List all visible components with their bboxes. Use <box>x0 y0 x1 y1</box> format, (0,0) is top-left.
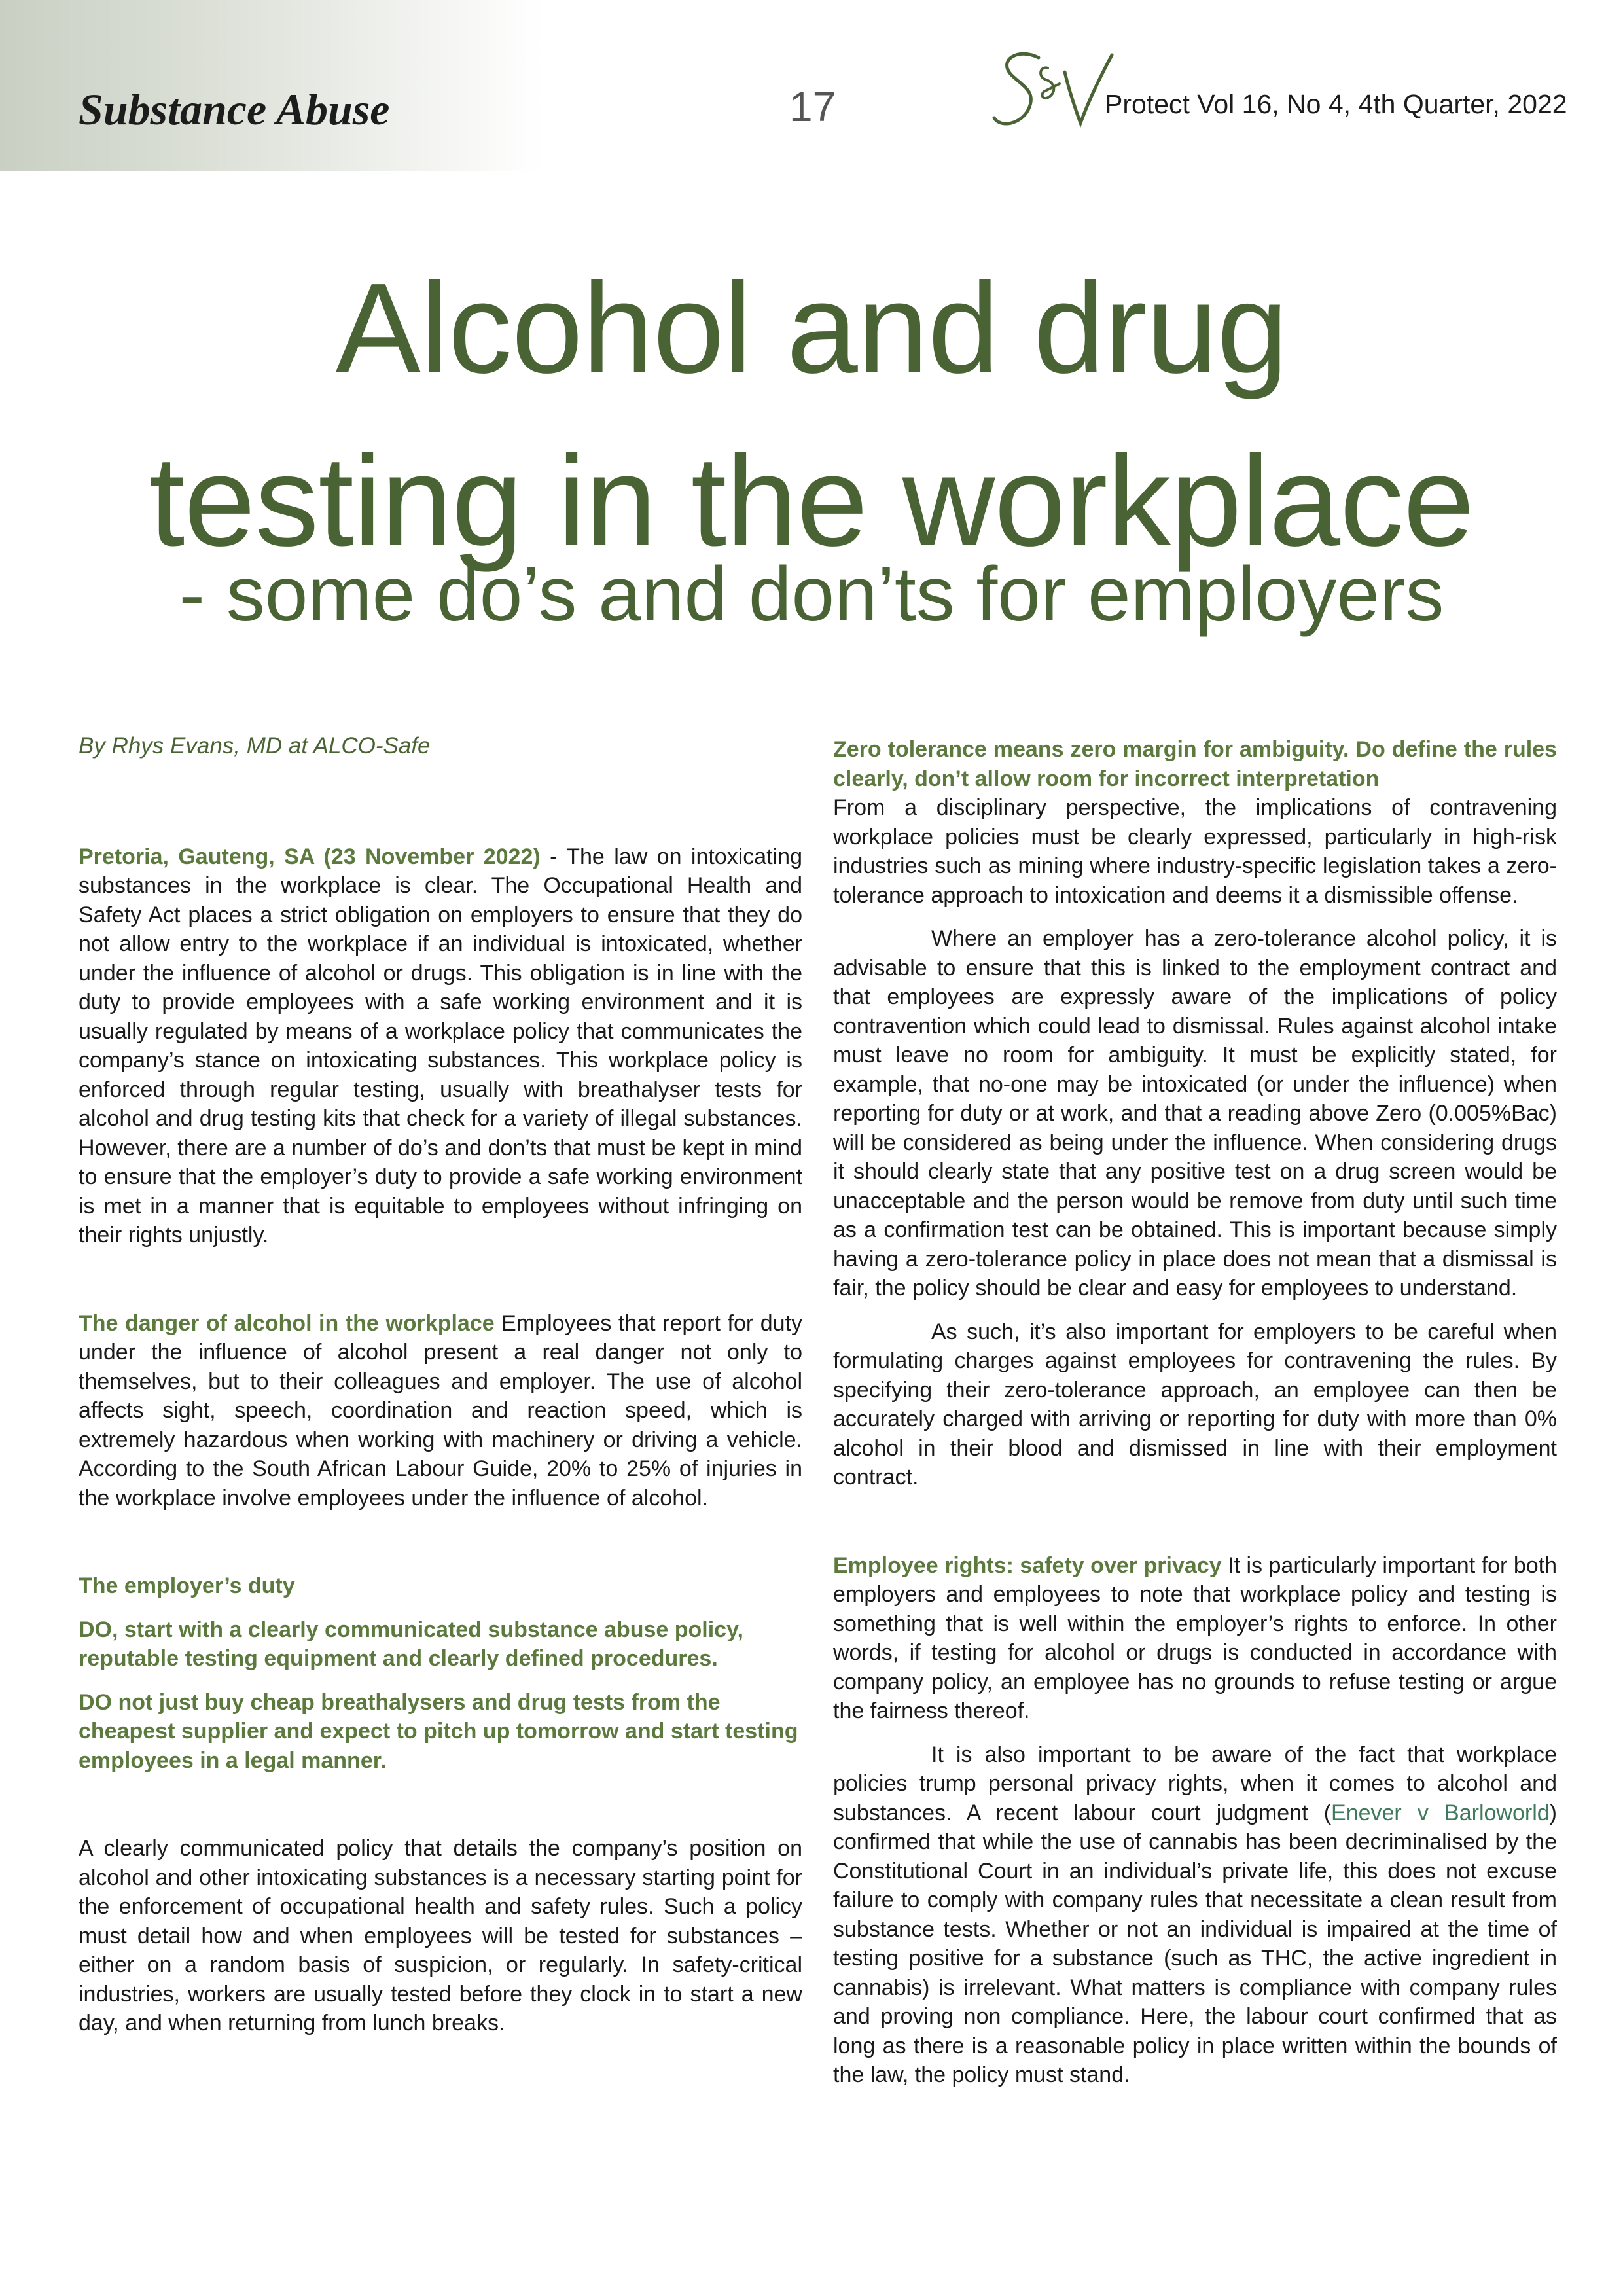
privacy-text-after: ) confirmed that while the use of cannabis has been decriminalised by the Constitutional Court in an individual’s private life, this does not excuse failure to comply with company rules that necessitate a clean result from substance tests. Whether or not an individual is impaired at the time of testing positive for a substance (such as THC, the active ingredient in cannabis) is irrelevant. What matters is compliance with company rules and proving non compliance. Here, the labour court confirmed that as long as there is a reasonable policy in place written within the bounds of the law, the policy must stand. <box>833 1800 1557 2087</box>
danger-body: Employees that report for duty under the influence of alcohol present a real danger not only to themselves, but to their colleagues and employer. The use of alcohol affects sight, speech, coordination and reaction speed, which is extremely hazardous when working with machinery or driving a vehicle. According to the South African Labour Guide, 20% to 25% of injuries in the workplace involve employees under the influence of alcohol. <box>79 1310 802 1511</box>
title-line-2: testing in the workplace <box>149 429 1474 573</box>
publisher-logo <box>991 46 1116 144</box>
rights-body: It is particularly important for both employers and employees to note that workplace policy and testing is something that is well within the employer’s rights to enforce. In other words, if testing for alcohol or drugs is conducted in accordance with company policy, an employee has no grounds to refuse testing or argue the fairness thereof. <box>833 1552 1557 1723</box>
rights-paragraph <box>833 1551 1557 1726</box>
policy-paragraph: A clearly communicated policy that details the company’s position on alcohol and other intoxicating substances is a necessary starting point for the enforcement of occupational health and safety rules. Such a policy must detail how and when employees will be tested for substances – either on a random basis of suspicion, or regularly. In safety-critical industries, workers are usually tested before they clock in to start a new day, and when returning from lunch breaks. <box>79 1836 802 2036</box>
danger-heading: The danger of alcohol in the workplace <box>79 1310 495 1336</box>
intro-paragraph <box>79 842 802 1250</box>
title-line-1: Alcohol and drug <box>335 257 1288 400</box>
byline: By Rhys Evans, MD at ALCO-Safe <box>79 733 431 759</box>
privacy-text-before: It is also important to be aware of the fact that workplace policies trump personal privacy rights, when it comes to alcohol and substances. A recent labour court judgment ( <box>833 1742 1557 1825</box>
zero-tolerance-heading: Zero tolerance means zero margin for ambiguity. Do define the rules clearly, don’t allow room for incorrect interpretation <box>833 737 1557 791</box>
article-subtitle: - some do’s and don’ts for employers <box>179 551 1444 637</box>
zero-tolerance-body: From a disciplinary perspective, the implications of contravening workplace policies must be clearly expressed, particularly in high-risk industries such as mining where industry-specific legislation takes a zero-tolerance approach to intoxication and deems it a dismissible offense. <box>833 795 1557 908</box>
right-column <box>833 735 1557 2090</box>
rights-heading: Employee rights: safety over privacy <box>833 1552 1222 1578</box>
duty-heading: The employer’s duty <box>79 1573 295 1598</box>
danger-paragraph <box>79 1309 802 1513</box>
dont-statement: DO not just buy cheap breathalysers and drug tests from the cheapest supplier and expect to pitch up tomorrow and start testing employees in a legal manner. <box>79 1689 798 1773</box>
zero-tolerance-policy-paragraph: Where an employer has a zero-tolerance alcohol policy, it is advisable to ensure that this is linked to the employment contract and that employees are expressly aware of the implications of policy contravention which could lead to dismissal. Rules against alcohol intake must leave no room for ambiguity. It must be explicitly stated, for example, that no-one may be intoxicated (or under the influence) when reporting for duty or at work, and that a reading above Zero (0.005%Bac) will be considered as being under the influence. When considering drugs it should clearly state that any positive test on a drug screen would be unacceptable and the person would be remove from duty until such time as a confirmation test can be obtained. This is important because simply having a zero-tolerance policy in place does not mean that a dismissal is fair, the policy should be clear and easy for employees to understand. <box>833 926 1557 1300</box>
intro-body: - The law on intoxicating substances in the workplace is clear. The Occupational Health and Safety Act places a strict obligation on employers to ensure that they do not allow entry to the workplace if an individual is intoxicated, whether under the influence of alcohol or drugs. This obligation is in line with the duty to provide employees with a safe working environment and it is usually regulated by means of a workplace policy that communicates the company’s stance on intoxicating substances. This workplace policy is enforced through regular testing, usually with breathalyser tests for alcohol and drug testing kits that check for a variety of illegal substances. However, there are a number of do’s and don’ts that must be kept in mind to ensure that the employer’s duty to provide a safe working environment is met in a manner that is equitable to employees without infringing on their rights unjustly. <box>79 844 802 1247</box>
privacy-paragraph <box>833 1740 1557 2090</box>
page-number: 17 <box>789 83 836 130</box>
charges-paragraph: As such, it’s also important for employers to be careful when formulating charges against employees for contravening the rules. By specifying their zero-tolerance approach, an employee can then be accurately charged with arriving or reporting for duty with more than 0% alcohol in their blood and dismissed in line with their employment contract. <box>833 1319 1557 1490</box>
issue-info: Protect Vol 16, No 4, 4th Quarter, 2022 <box>1105 89 1567 119</box>
dateline: Pretoria, Gauteng, SA (23 November 2022) <box>79 844 541 869</box>
case-link[interactable]: Enever v Barloworld <box>1331 1800 1550 1825</box>
do-statement: DO, start with a clearly communicated substance abuse policy, reputable testing equipment and clearly defined procedures. <box>79 1617 743 1671</box>
article-title <box>0 242 1623 588</box>
section-label: Substance Abuse <box>79 84 390 134</box>
left-column <box>79 732 802 2038</box>
